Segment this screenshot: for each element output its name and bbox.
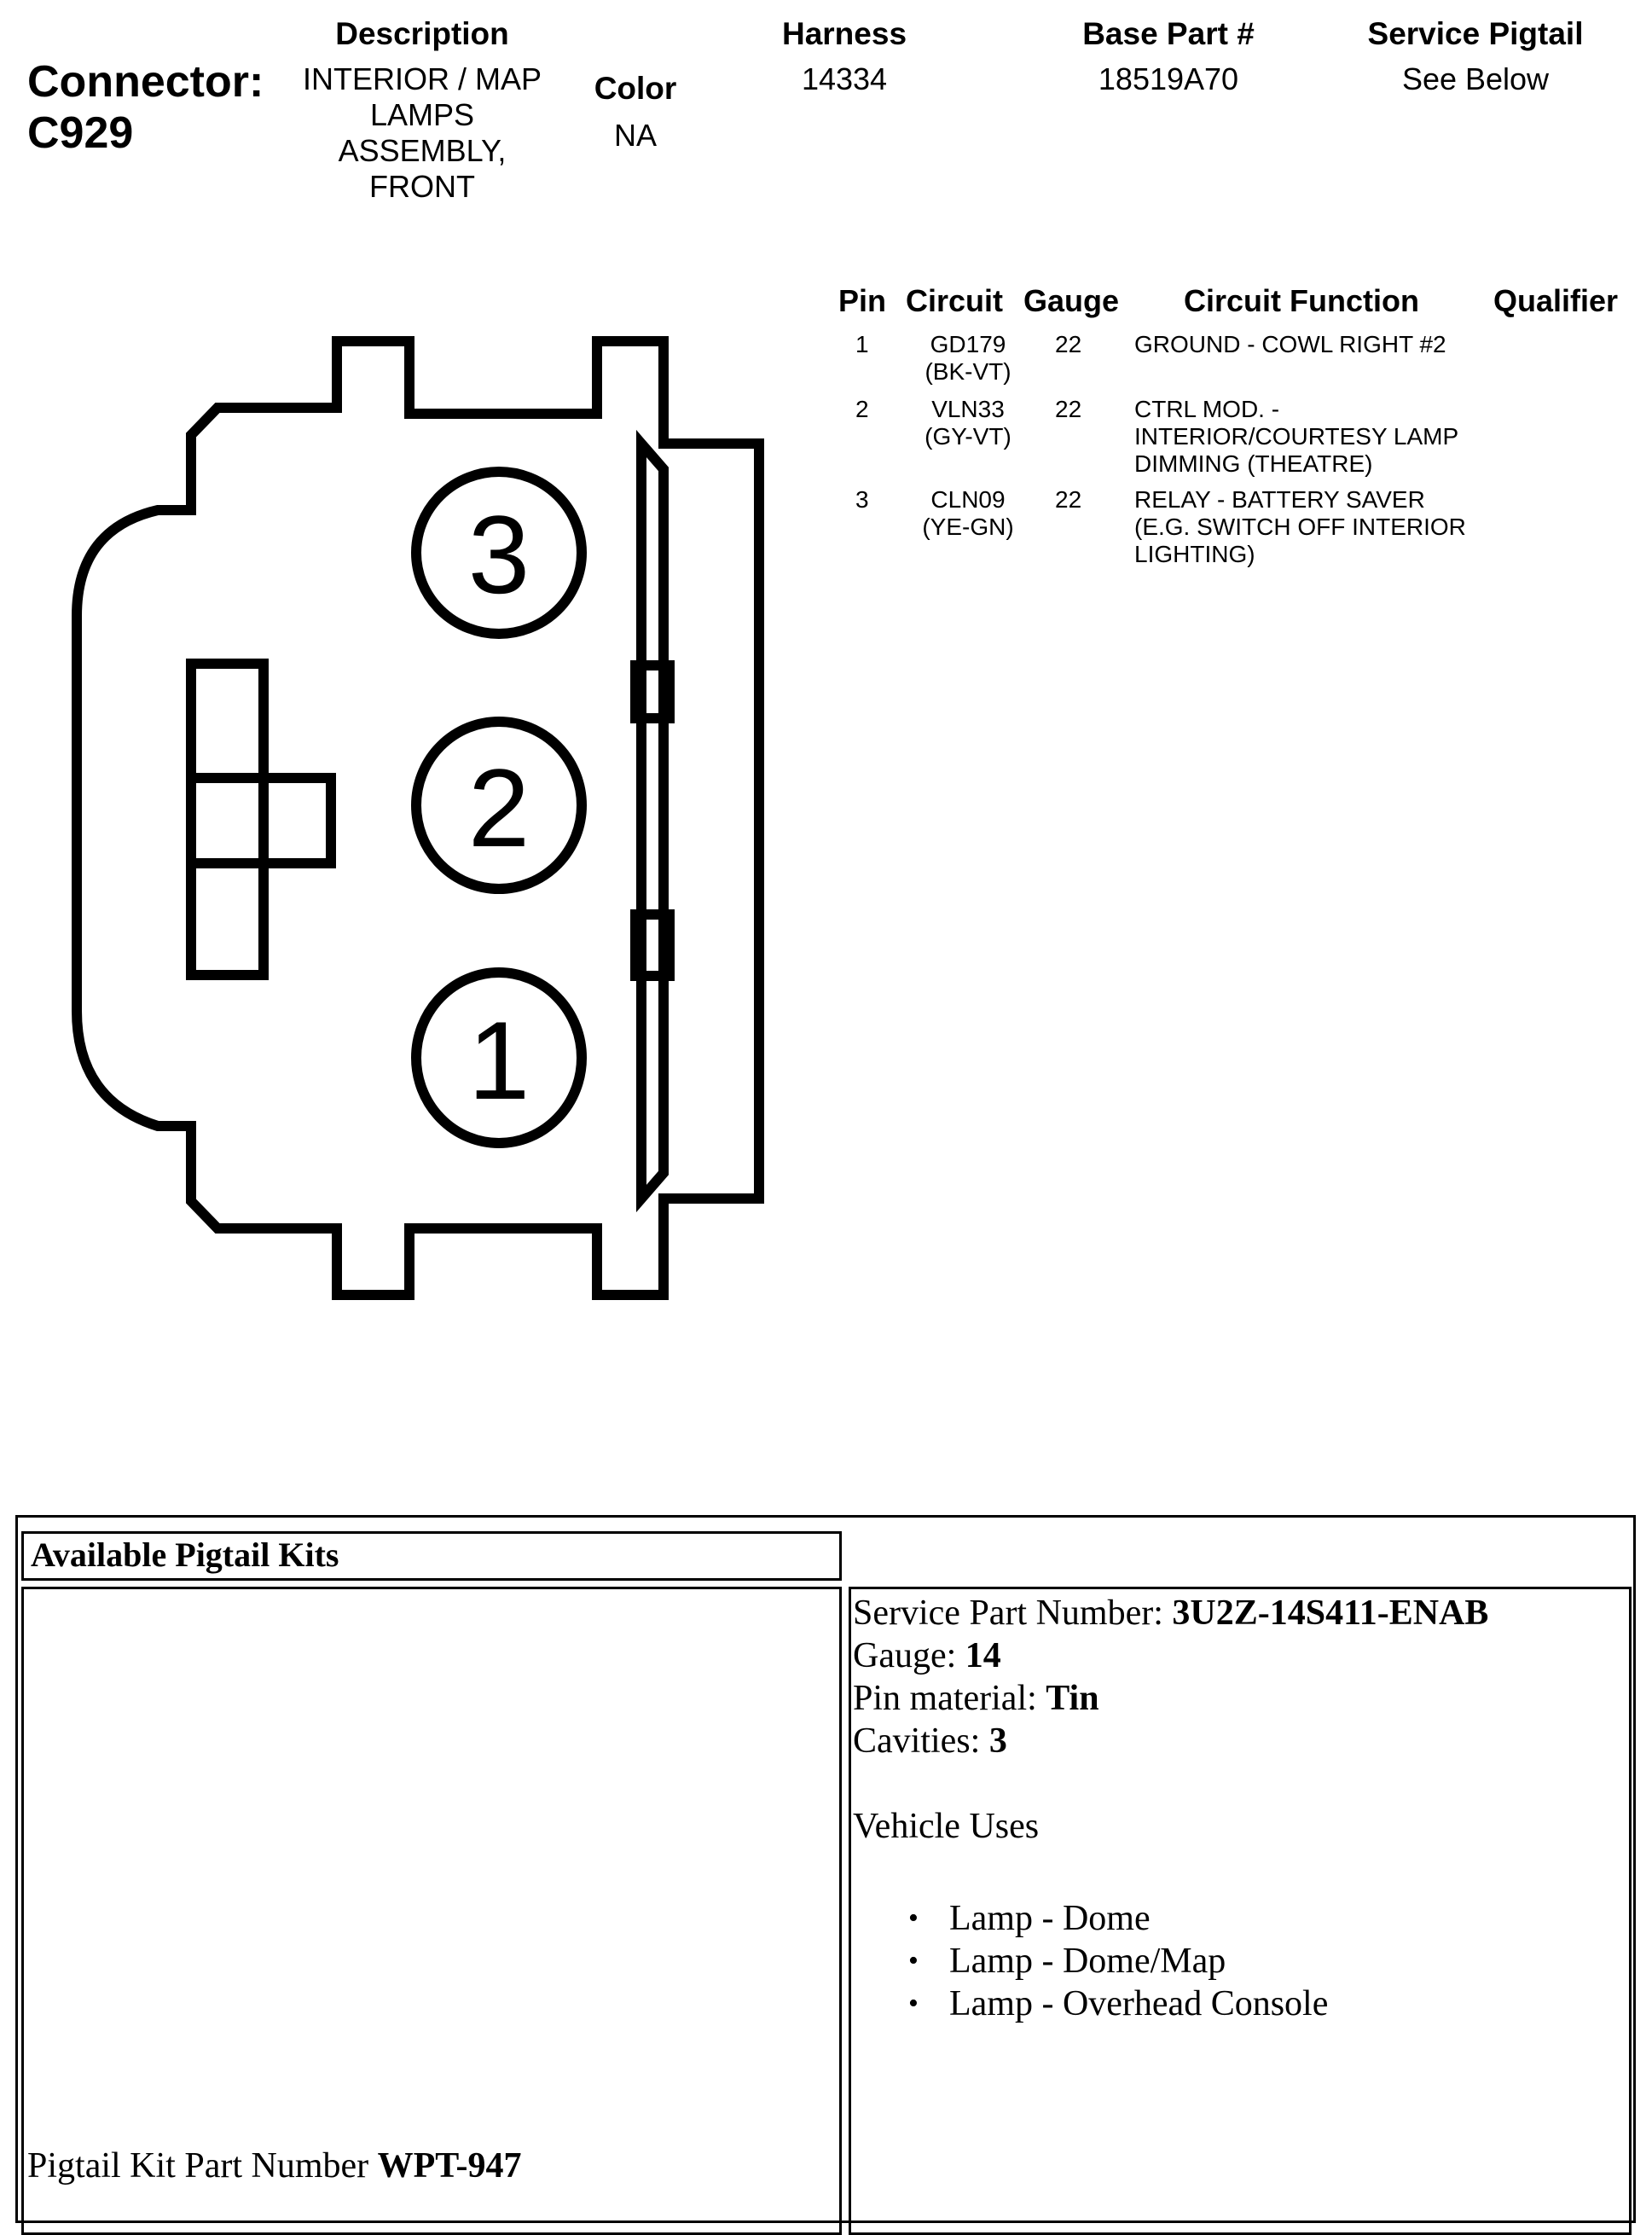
- pin-number: 1: [855, 331, 869, 357]
- pigtail-kit-details: [853, 1592, 1488, 1848]
- service-pigtail-value: See Below: [1401, 61, 1550, 96]
- pigtail-kit-part-number: [27, 2145, 521, 2187]
- vehicle-uses-heading: Vehicle Uses: [853, 1807, 1040, 1846]
- pin-row: [832, 331, 1633, 396]
- polarization-key-stem: [191, 664, 264, 975]
- description-line: LAMPS: [369, 97, 475, 132]
- vehicle-use-item: • Lamp - Dome: [908, 1897, 1328, 1940]
- circuit-cell: [908, 331, 1028, 386]
- circuit-id: VLN33: [931, 396, 1005, 422]
- gauge-value: 22: [1055, 331, 1082, 357]
- kit-gauge-value: 14: [965, 1636, 1001, 1675]
- header-pin: Pin: [838, 283, 887, 318]
- pigtail-kits-title: Available Pigtail Kits: [31, 1535, 339, 1574]
- pin-number-1: 1: [467, 998, 530, 1123]
- description-line: FRONT: [369, 169, 475, 204]
- circuit-color: (YE-GN): [922, 514, 1014, 540]
- circuit-cell: [908, 396, 1028, 450]
- function-line: LIGHTING): [1134, 541, 1255, 567]
- service-part-value: 3U2Z-14S411-ENAB: [1172, 1594, 1489, 1633]
- kit-part-value: WPT-947: [377, 2146, 522, 2186]
- circuit-function: [1134, 331, 1493, 358]
- color-label: Color: [594, 71, 677, 106]
- description-line: ASSEMBLY,: [338, 133, 507, 168]
- gauge-value: 22: [1055, 396, 1082, 422]
- vehicle-use-item: • Lamp - Dome/Map: [908, 1940, 1328, 1982]
- connector-id: C929: [27, 108, 134, 158]
- latch-tab-upper: [635, 665, 669, 718]
- pin-number: 2: [855, 396, 869, 422]
- pin-number-2: 2: [467, 746, 530, 870]
- base-part-value: 18519A70: [1098, 61, 1239, 96]
- kit-gauge-label: Gauge:: [853, 1636, 965, 1675]
- service-pigtail-column: [1339, 15, 1612, 97]
- kit-part-label: Pigtail Kit Part Number: [27, 2146, 378, 2186]
- gauge-value: 22: [1055, 486, 1082, 513]
- base-part-column: [1040, 15, 1296, 97]
- pin-material-line: [853, 1677, 1488, 1720]
- connector-inner-wall: [641, 444, 664, 1199]
- function-line: CTRL MOD. -: [1134, 396, 1280, 422]
- pin-table: [832, 283, 1633, 577]
- description-line: INTERIOR / MAP: [302, 61, 542, 96]
- circuit-function: [1134, 486, 1493, 568]
- cavities-value: 3: [988, 1721, 1007, 1761]
- function-line: RELAY - BATTERY SAVER: [1134, 486, 1425, 513]
- pin-row: [832, 396, 1633, 486]
- circuit-id: GD179: [930, 331, 1006, 357]
- connector-label: Connector:: [27, 57, 264, 107]
- function-line: DIMMING (THEATRE): [1134, 450, 1373, 477]
- header-qualifier: Qualifier: [1493, 283, 1619, 318]
- circuit-color: (GY-VT): [925, 423, 1011, 450]
- connector-face-diagram: [0, 0, 853, 1331]
- header-circuit: Circuit: [906, 283, 1004, 318]
- harness-value: 14334: [801, 61, 888, 96]
- pin-table-header: [832, 283, 1633, 331]
- pin-material-value: Tin: [1046, 1679, 1099, 1718]
- pin-number-3: 3: [467, 492, 530, 617]
- pigtail-kit-image-cell: [21, 1587, 842, 2235]
- pin-material-label: Pin material:: [853, 1679, 1046, 1718]
- circuit-cell: [908, 486, 1028, 541]
- header-gauge: Gauge: [1023, 283, 1120, 318]
- color-value: NA: [613, 118, 657, 153]
- circuit-function: [1134, 396, 1493, 478]
- circuit-id: CLN09: [930, 486, 1006, 513]
- function-line: GROUND - COWL RIGHT #2: [1134, 331, 1446, 357]
- cavities-line: [853, 1720, 1488, 1762]
- service-pigtail-label: Service Pigtail: [1367, 16, 1584, 51]
- header-circuit-function: Circuit Function: [1184, 283, 1419, 318]
- base-part-label: Base Part #: [1082, 16, 1255, 51]
- description-label: Description: [335, 16, 509, 51]
- service-part-line: [853, 1592, 1488, 1634]
- pin-row: [832, 486, 1633, 577]
- vehicle-uses-list: [908, 1897, 1328, 2025]
- function-line: (E.G. SWITCH OFF INTERIOR: [1134, 514, 1466, 540]
- latch-tab-lower: [635, 914, 669, 976]
- gauge-line: [853, 1634, 1488, 1677]
- function-line: INTERIOR/COURTESY LAMP: [1134, 423, 1459, 450]
- circuit-color: (BK-VT): [925, 358, 1011, 385]
- pin-number: 3: [855, 486, 869, 513]
- service-part-label: Service Part Number:: [853, 1594, 1173, 1633]
- harness-label: Harness: [781, 16, 907, 51]
- vehicle-use-item: • Lamp - Overhead Console: [908, 1982, 1328, 2025]
- cavities-label: Cavities:: [853, 1721, 989, 1761]
